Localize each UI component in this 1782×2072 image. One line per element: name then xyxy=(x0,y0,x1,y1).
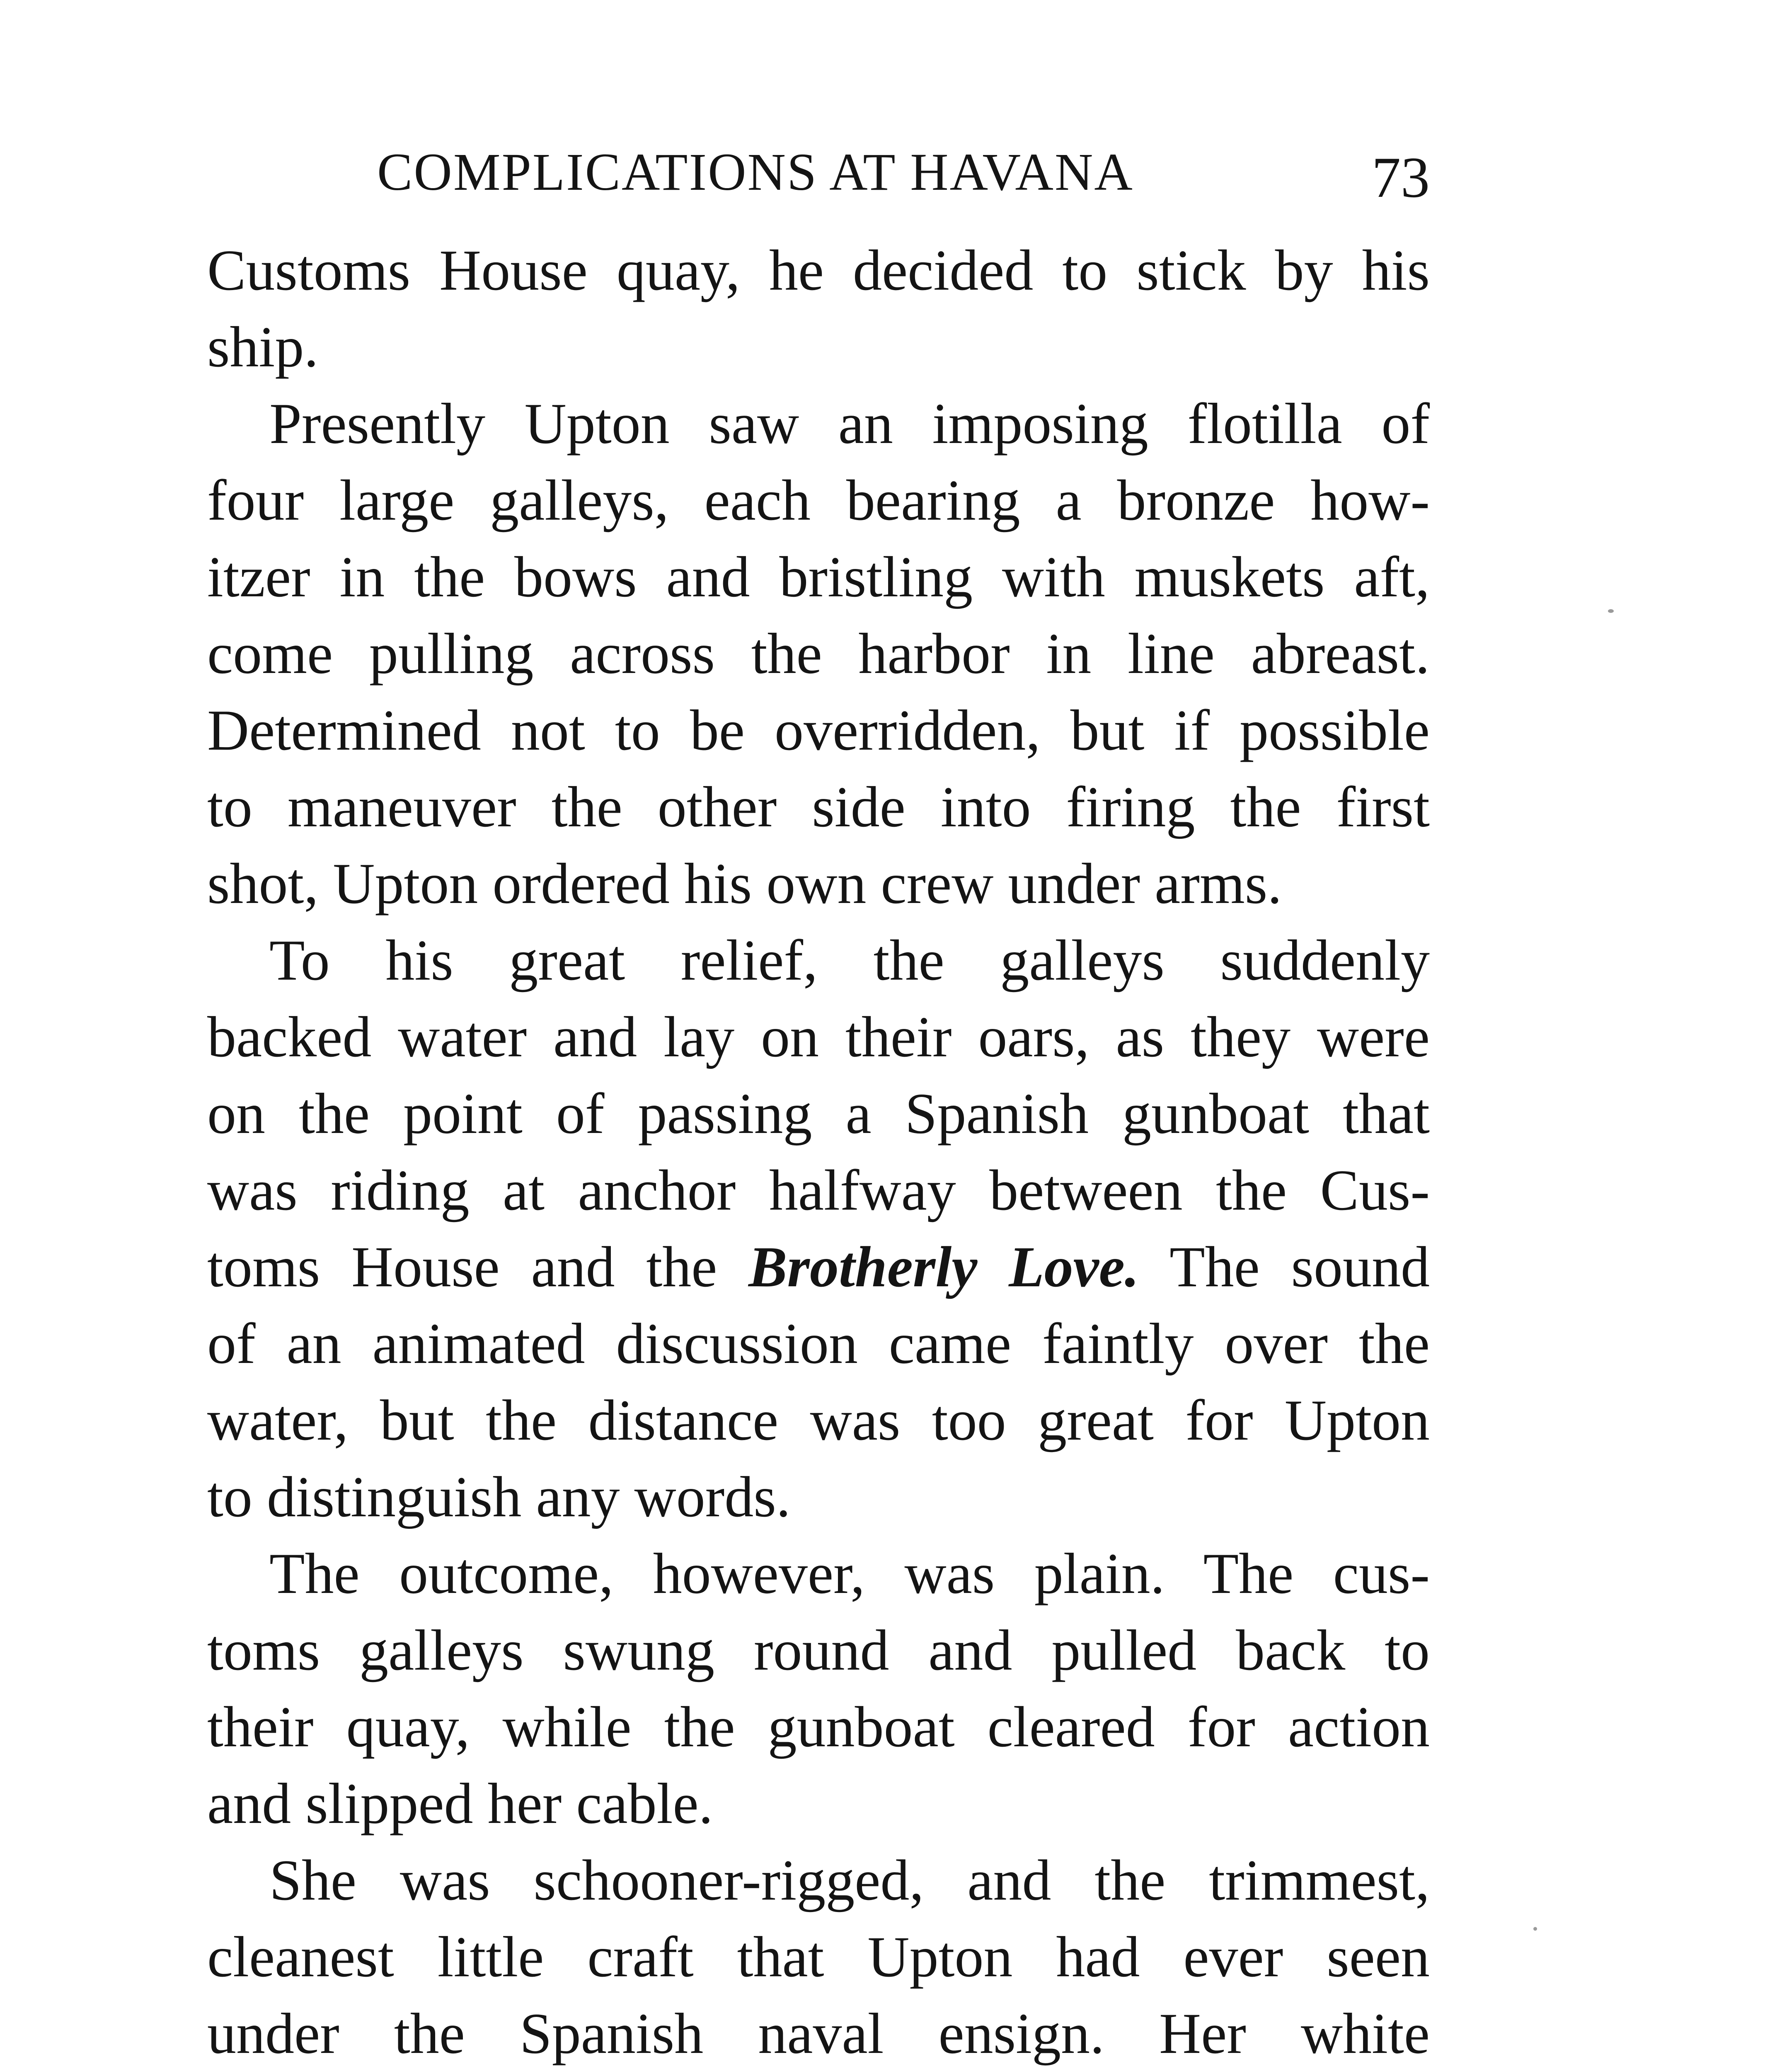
text-segment: Determined not to be overridden, but if possible xyxy=(207,698,1430,762)
text-segment: was riding at anchor halfway between the Cus- xyxy=(207,1158,1430,1222)
text-line xyxy=(207,309,1430,385)
text-segment: to maneuver the other side into firing the first xyxy=(207,775,1430,839)
text-line xyxy=(207,1229,1430,1305)
text-line xyxy=(207,999,1430,1075)
text-segment: cleanest little craft that Upton had ever seen xyxy=(207,1925,1430,1989)
italic-text: Brotherly Love. xyxy=(748,1235,1139,1299)
text-segment: ship. xyxy=(207,315,319,379)
text-segment: Presently Upton saw an imposing flotilla of xyxy=(269,392,1430,456)
text-line xyxy=(207,1919,1430,1995)
text-line xyxy=(207,1535,1430,1612)
text-segment: of an animated discussion came faintly over the xyxy=(207,1312,1430,1376)
text-segment: their quay, while the gunboat cleared for action xyxy=(207,1695,1430,1759)
text-segment: backed water and lay on their oars, as they were xyxy=(207,1005,1430,1069)
text-line xyxy=(207,1612,1430,1689)
text-line xyxy=(207,462,1430,539)
text-segment: shot, Upton ordered his own crew under arms. xyxy=(207,852,1282,916)
text-segment: to distinguish any words. xyxy=(207,1465,791,1529)
text-segment: She was schooner-rigged, and the trimmest, xyxy=(269,1848,1430,1912)
text-line xyxy=(207,1075,1430,1152)
running-head xyxy=(207,137,1430,210)
text-segment: and slipped her cable. xyxy=(207,1772,713,1836)
text-line xyxy=(207,539,1430,615)
running-title: COMPLICATIONS AT HAVANA xyxy=(377,143,1134,201)
page-number: 73 xyxy=(1372,145,1430,210)
text-line xyxy=(207,1995,1430,2072)
scan-speck xyxy=(1608,609,1614,613)
text-line xyxy=(207,845,1430,922)
text-line xyxy=(207,1842,1430,1919)
text-line xyxy=(207,692,1430,769)
text-segment: To his great relief, the galleys suddenly xyxy=(269,928,1430,992)
text-segment: under the Spanish naval ensign. Her white xyxy=(207,2002,1430,2066)
text-line xyxy=(207,769,1430,845)
text-line xyxy=(207,615,1430,692)
text-line xyxy=(207,232,1430,309)
text-line xyxy=(207,385,1430,462)
text-segment: toms galleys swung round and pulled back to xyxy=(207,1618,1430,1682)
text-segment: itzer in the bows and bristling with muskets aft, xyxy=(207,545,1430,609)
text-line xyxy=(207,922,1430,999)
text-segment: toms House and the xyxy=(207,1235,749,1299)
text-segment: come pulling across the harbor in line abreast. xyxy=(207,622,1430,686)
text-line xyxy=(207,1305,1430,1382)
text-segment: Customs House quay, he decided to stick by his xyxy=(207,238,1430,303)
text-segment: four large galleys, each bearing a bronze how- xyxy=(207,468,1430,533)
text-segment: The sound xyxy=(1139,1235,1430,1299)
text-line xyxy=(207,1459,1430,1535)
text-segment: on the point of passing a Spanish gunboat that xyxy=(207,1082,1430,1146)
text-line xyxy=(207,1689,1430,1765)
scan-speck xyxy=(1533,1927,1537,1931)
text-segment: water, but the distance was too great for Upton xyxy=(207,1388,1430,1452)
text-segment: The outcome, however, was plain. The cus- xyxy=(269,1542,1430,1606)
body-text xyxy=(207,232,1430,2072)
text-line xyxy=(207,1765,1430,1842)
text-line xyxy=(207,1382,1430,1459)
text-line xyxy=(207,1152,1430,1229)
